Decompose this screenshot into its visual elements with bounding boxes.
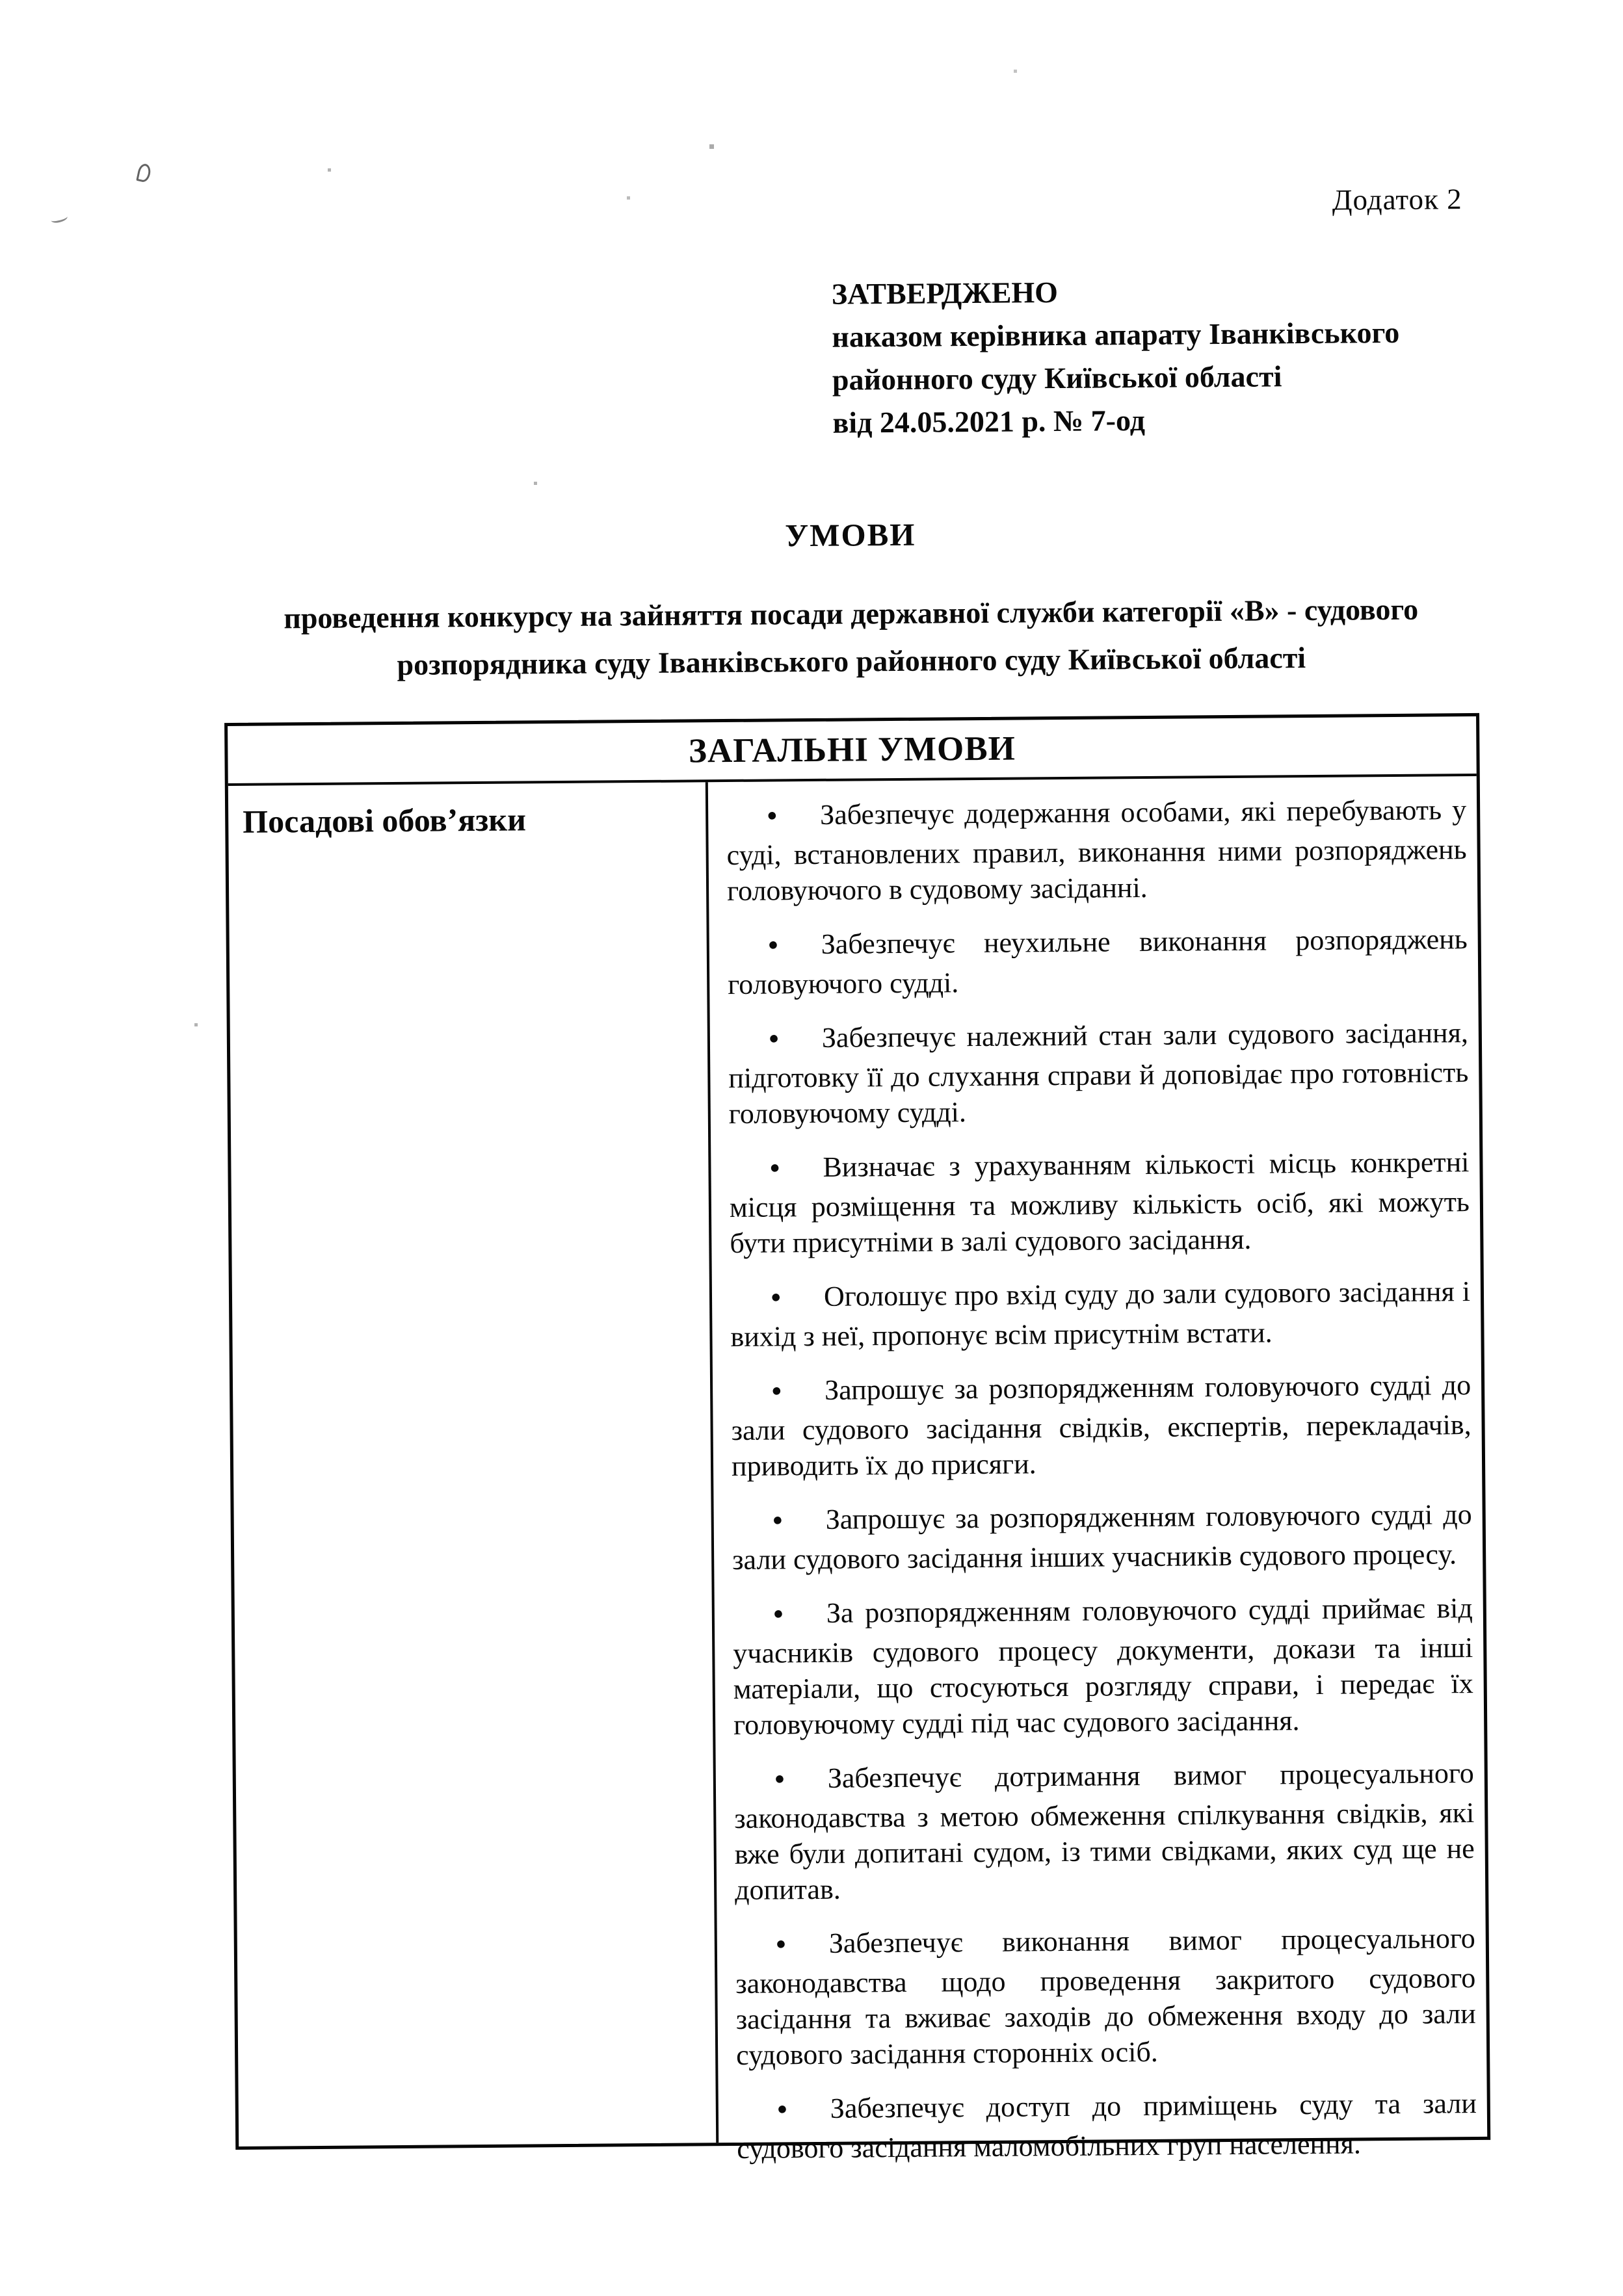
appendix-label: Додаток 2 [1332, 183, 1462, 216]
approval-line-date: від 24.05.2021 р. № 7-од [832, 403, 1146, 439]
duty-item: ● Забезпечує дотримання вимог процесуального законодавства з метою обмеження спілкування свідків, які вже були допитані судом, із тими свідками, яких суд ще не допитав. [734, 1755, 1475, 1908]
cell-duties-label: Посадові обов’язки [228, 782, 719, 2146]
duty-item: ● Запрошує за розпорядженням головуючого судді до зали судового засідання свідків, експертів, перекладачів, приводить їх до присяги. [731, 1367, 1471, 1484]
duty-item: ● Забезпечує доступ до приміщень суду та зали судового засідання маломобільних груп населення. [737, 2085, 1477, 2167]
scan-artifact-specks [0, 0, 2, 2]
approval-heading: ЗАТВЕРДЖЕНО [831, 275, 1059, 311]
duty-item: ● За розпорядженням головуючого судді приймає від учасників судового процесу документи, докази та інші матеріали, що стосуються розгляду справи, і передає їх головуючому судді під час судового засідання. [733, 1590, 1474, 1743]
table-body [228, 776, 1487, 2165]
document-subtitle [224, 585, 1479, 690]
duty-item: ● Забезпечує належний стан зали судового засідання, підготовку її до слухання справи й доповідає про готовність головуючому судді. [728, 1015, 1469, 1132]
document-title: УМОВИ [785, 516, 916, 554]
duty-item: ● Визначає з урахуванням кількості місць конкретні місця розміщення та можливу кількість осіб, які можуть бути присутніми в залі судового засідання. [729, 1144, 1470, 1261]
duty-item: ● Запрошує за розпорядженням головуючого судді до зали судового засідання інших учасників судового процесу. [732, 1496, 1472, 1578]
subtitle-line-2: розпорядника суду Іванківського районного суду Київської області [397, 641, 1306, 681]
cell-duties-content [708, 776, 1487, 2165]
duties-list [726, 792, 1477, 2167]
duty-item: ● Забезпечує додержання особами, які перебувають у суді, встановлених правил, виконання ними розпоряджень головуючого в судовому засіданні. [726, 792, 1467, 909]
table-header-general-conditions: ЗАГАЛЬНІ УМОВИ [228, 716, 1477, 786]
subtitle-line-1: проведення конкурсу на зайняття посади державної служби категорії «В» - судового [284, 592, 1419, 635]
general-conditions-table [224, 713, 1490, 2165]
approval-line-court: районного суду Київської області [832, 359, 1282, 397]
approval-line-order: наказом керівника апарату Іванківського [832, 315, 1400, 354]
duty-item: ● Забезпечує неухильне виконання розпоряджень головуючого судді. [728, 921, 1468, 1002]
duty-item: ● Забезпечує виконання вимог процесуального законодавства щодо проведення закритого судового засідання та вживає заходів до обмеження входу до зали судового засідання сторонніх осіб. [735, 1920, 1477, 2073]
duty-item: ● Оголошує про вхід суду до зали судового засідання і вихід з неї, пропонує всім присутнім встати. [730, 1273, 1471, 1355]
